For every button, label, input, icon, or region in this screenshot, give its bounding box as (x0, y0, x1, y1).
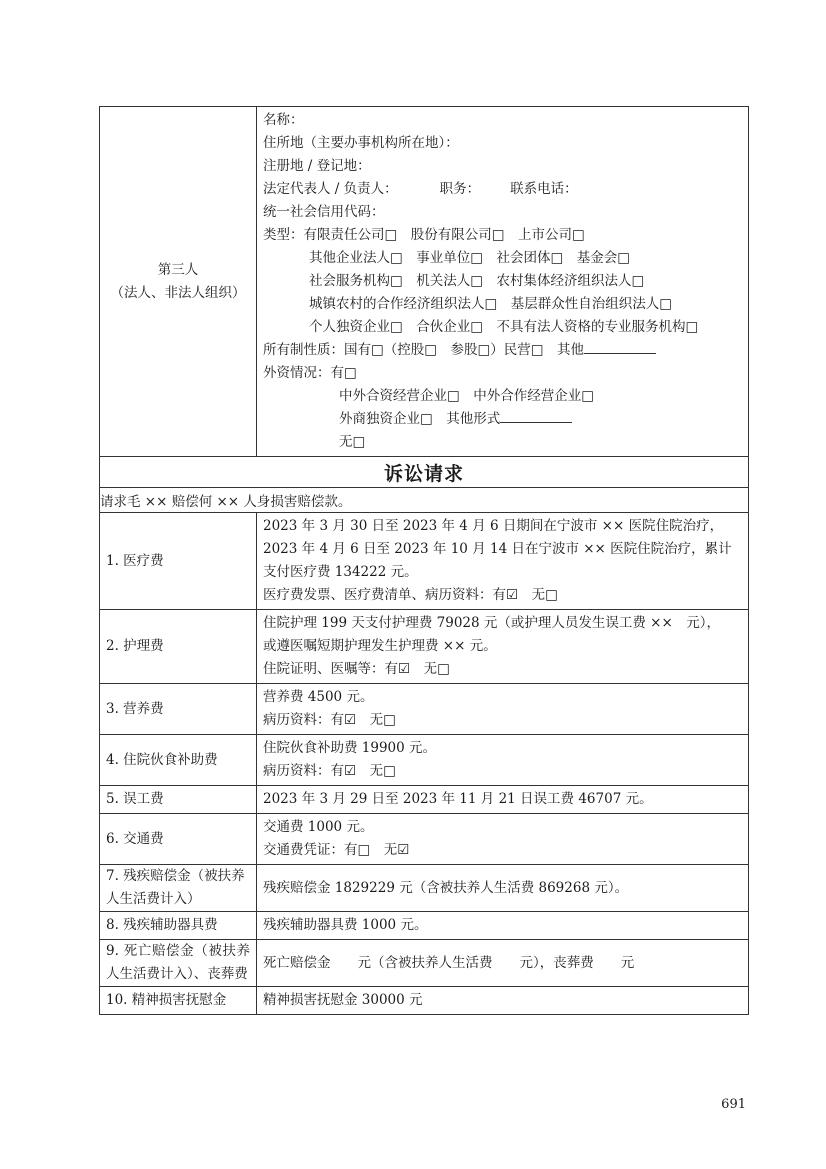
evidence-checkbox-line[interactable]: 病历资料：有☑ 无□ (263, 712, 396, 728)
claim-content-nursing (257, 610, 749, 684)
claim-row-disability-aid (100, 912, 749, 940)
claim-row-nutrition (100, 684, 749, 735)
type-options-3[interactable]: 社会服务机构□ 机关法人□ 农村集体经济组织法人□ (309, 273, 645, 289)
claim-label-medical: 1. 医疗费 (100, 513, 257, 610)
type-label: 类型： (263, 227, 304, 243)
foreign-options-1[interactable]: 中外合资经营企业□ 中外合作经营企业□ (339, 388, 595, 404)
claims-title-row (100, 457, 749, 488)
claim-content-nutrition (257, 684, 749, 735)
claim-line: 2023 年 3 月 29 日至 2023 年 11 月 21 日误工费 46707 元。 (263, 791, 653, 807)
claim-row-mental-damage (100, 987, 749, 1015)
type-line-1 (263, 224, 742, 247)
claim-row-lost-wages (100, 786, 749, 814)
claim-row-nursing (100, 610, 749, 684)
claim-line: 住院护理 199 天支付护理费 79028 元（或护理人员发生误工费 ×× 元）， (263, 615, 721, 631)
third-party-info-cell (257, 107, 749, 457)
third-party-label: 第三人 (157, 261, 199, 278)
legal-rep-field[interactable]: 法定代表人 / 负责人： (263, 181, 398, 197)
third-party-label-cell (100, 107, 257, 457)
foreign-options-2[interactable]: 外商独资企业□ 其他形式 (339, 411, 501, 427)
claim-label-disability-aid: 8. 残疾辅助器具费 (100, 912, 257, 940)
third-party-sublabel: （法人、非法人组织） (110, 284, 246, 301)
phone-field[interactable]: 联系电话： (510, 181, 578, 197)
claim-line: 2023 年 4 月 6 日至 2023 年 10 月 14 日在宁波市 ×× 医院住院治疗，累计 (263, 541, 732, 557)
claim-content-disability-aid (257, 912, 749, 940)
foreign-label[interactable]: 外资情况：有□ (263, 365, 357, 381)
type-options-1[interactable]: 有限责任公司□ 股份有限公司□ 上市公司□ (303, 227, 585, 243)
claim-content-transport (257, 814, 749, 865)
type-options-4[interactable]: 城镇农村的合作经济组织法人□ 基层群众性自治组织法人□ (309, 296, 673, 312)
claim-label-nutrition: 3. 营养费 (100, 684, 257, 735)
evidence-checkbox-line[interactable]: 住院证明、医嘱等：有☑ 无□ (263, 661, 450, 677)
address-field[interactable]: 住所地（主要办事机构所在地）： (263, 135, 459, 151)
type-options-5[interactable]: 个人独资企业□ 合伙企业□ 不具有法人资格的专业服务机构□ (309, 319, 699, 335)
legal-rep-line (263, 178, 742, 201)
evidence-checkbox-line[interactable]: 医疗费发票、医疗费清单、病历资料：有☑ 无□ (263, 587, 558, 603)
claim-label-disability-comp: 7. 残疾赔偿金（被扶养人生活费计入） (100, 865, 257, 912)
claim-content-death-comp (257, 940, 749, 987)
evidence-checkbox-line[interactable]: 交通费凭证：有□ 无☑ (263, 842, 410, 858)
registry-field[interactable]: 注册地 / 登记地： (263, 158, 371, 174)
claim-content-medical (257, 513, 749, 610)
claim-line: 营养费 4500 元。 (263, 689, 374, 705)
position-field[interactable]: 职务： (439, 181, 481, 197)
foreign-other-blank[interactable] (500, 408, 572, 423)
claim-line: 住院伙食补助费 19900 元。 (263, 740, 437, 756)
ownership-other-blank[interactable] (584, 339, 656, 354)
ownership-options[interactable]: 所有制性质：国有□（控股□ 参股□）民营□ 其他 (263, 342, 585, 358)
claim-line: 精神损害抚慰金 30000 元 (263, 992, 423, 1008)
complaint-form-table (99, 106, 749, 1015)
claim-content-disability-comp (257, 865, 749, 912)
claim-line: 或遵医嘱短期护理发生护理费 ×× 元。 (263, 638, 497, 654)
claim-line: 残疾辅助器具费 1000 元。 (263, 917, 428, 933)
third-party-row (100, 107, 749, 457)
claim-line: 残疾赔偿金 1829229 元（含被扶养人生活费 869268 元）。 (263, 879, 629, 896)
claim-row-meal-subsidy (100, 735, 749, 786)
claim-label-lost-wages: 5. 误工费 (100, 786, 257, 814)
claim-line: 支付医疗费 134222 元。 (263, 564, 418, 580)
type-options-2[interactable]: 其他企业法人□ 事业单位□ 社会团体□ 基金会□ (309, 250, 631, 266)
evidence-checkbox-line[interactable]: 病历资料：有☑ 无□ (263, 763, 396, 779)
claim-content-mental-damage (257, 987, 749, 1015)
claim-line: 死亡赔偿金 元（含被扶养人生活费 元），丧葬费 元 (263, 954, 635, 971)
claim-content-meal-subsidy (257, 735, 749, 786)
foreign-options-2-line (263, 408, 742, 431)
name-field[interactable]: 名称： (263, 112, 304, 128)
credit-code-field[interactable]: 统一社会信用代码： (263, 204, 385, 220)
claim-line: 2023 年 3 月 30 日至 2023 年 4 月 6 日期间在宁波市 ×× 医院住院治疗， (263, 518, 724, 534)
foreign-none[interactable]: 无□ (339, 434, 366, 450)
claim-line: 交通费 1000 元。 (263, 819, 374, 835)
claims-title: 诉讼请求 (100, 457, 749, 488)
claims-summary-row (100, 488, 749, 513)
claim-content-lost-wages (257, 786, 749, 814)
claims-summary: 请求毛 ×× 赔偿何 ×× 人身损害赔偿款。 (100, 488, 749, 513)
claim-label-meal-subsidy: 4. 住院伙食补助费 (100, 735, 257, 786)
claim-label-transport: 6. 交通费 (100, 814, 257, 865)
claim-label-mental-damage: 10. 精神损害抚慰金 (100, 987, 257, 1015)
page-number: 691 (721, 1097, 746, 1112)
claim-label-nursing: 2. 护理费 (100, 610, 257, 684)
claim-row-death-comp (100, 940, 749, 987)
ownership-line (263, 339, 742, 362)
claim-label-death-comp: 9. 死亡赔偿金（被扶养人生活费计入）、丧葬费 (100, 940, 257, 987)
claim-row-medical (100, 513, 749, 610)
claim-row-disability-comp (100, 865, 749, 912)
claim-row-transport (100, 814, 749, 865)
